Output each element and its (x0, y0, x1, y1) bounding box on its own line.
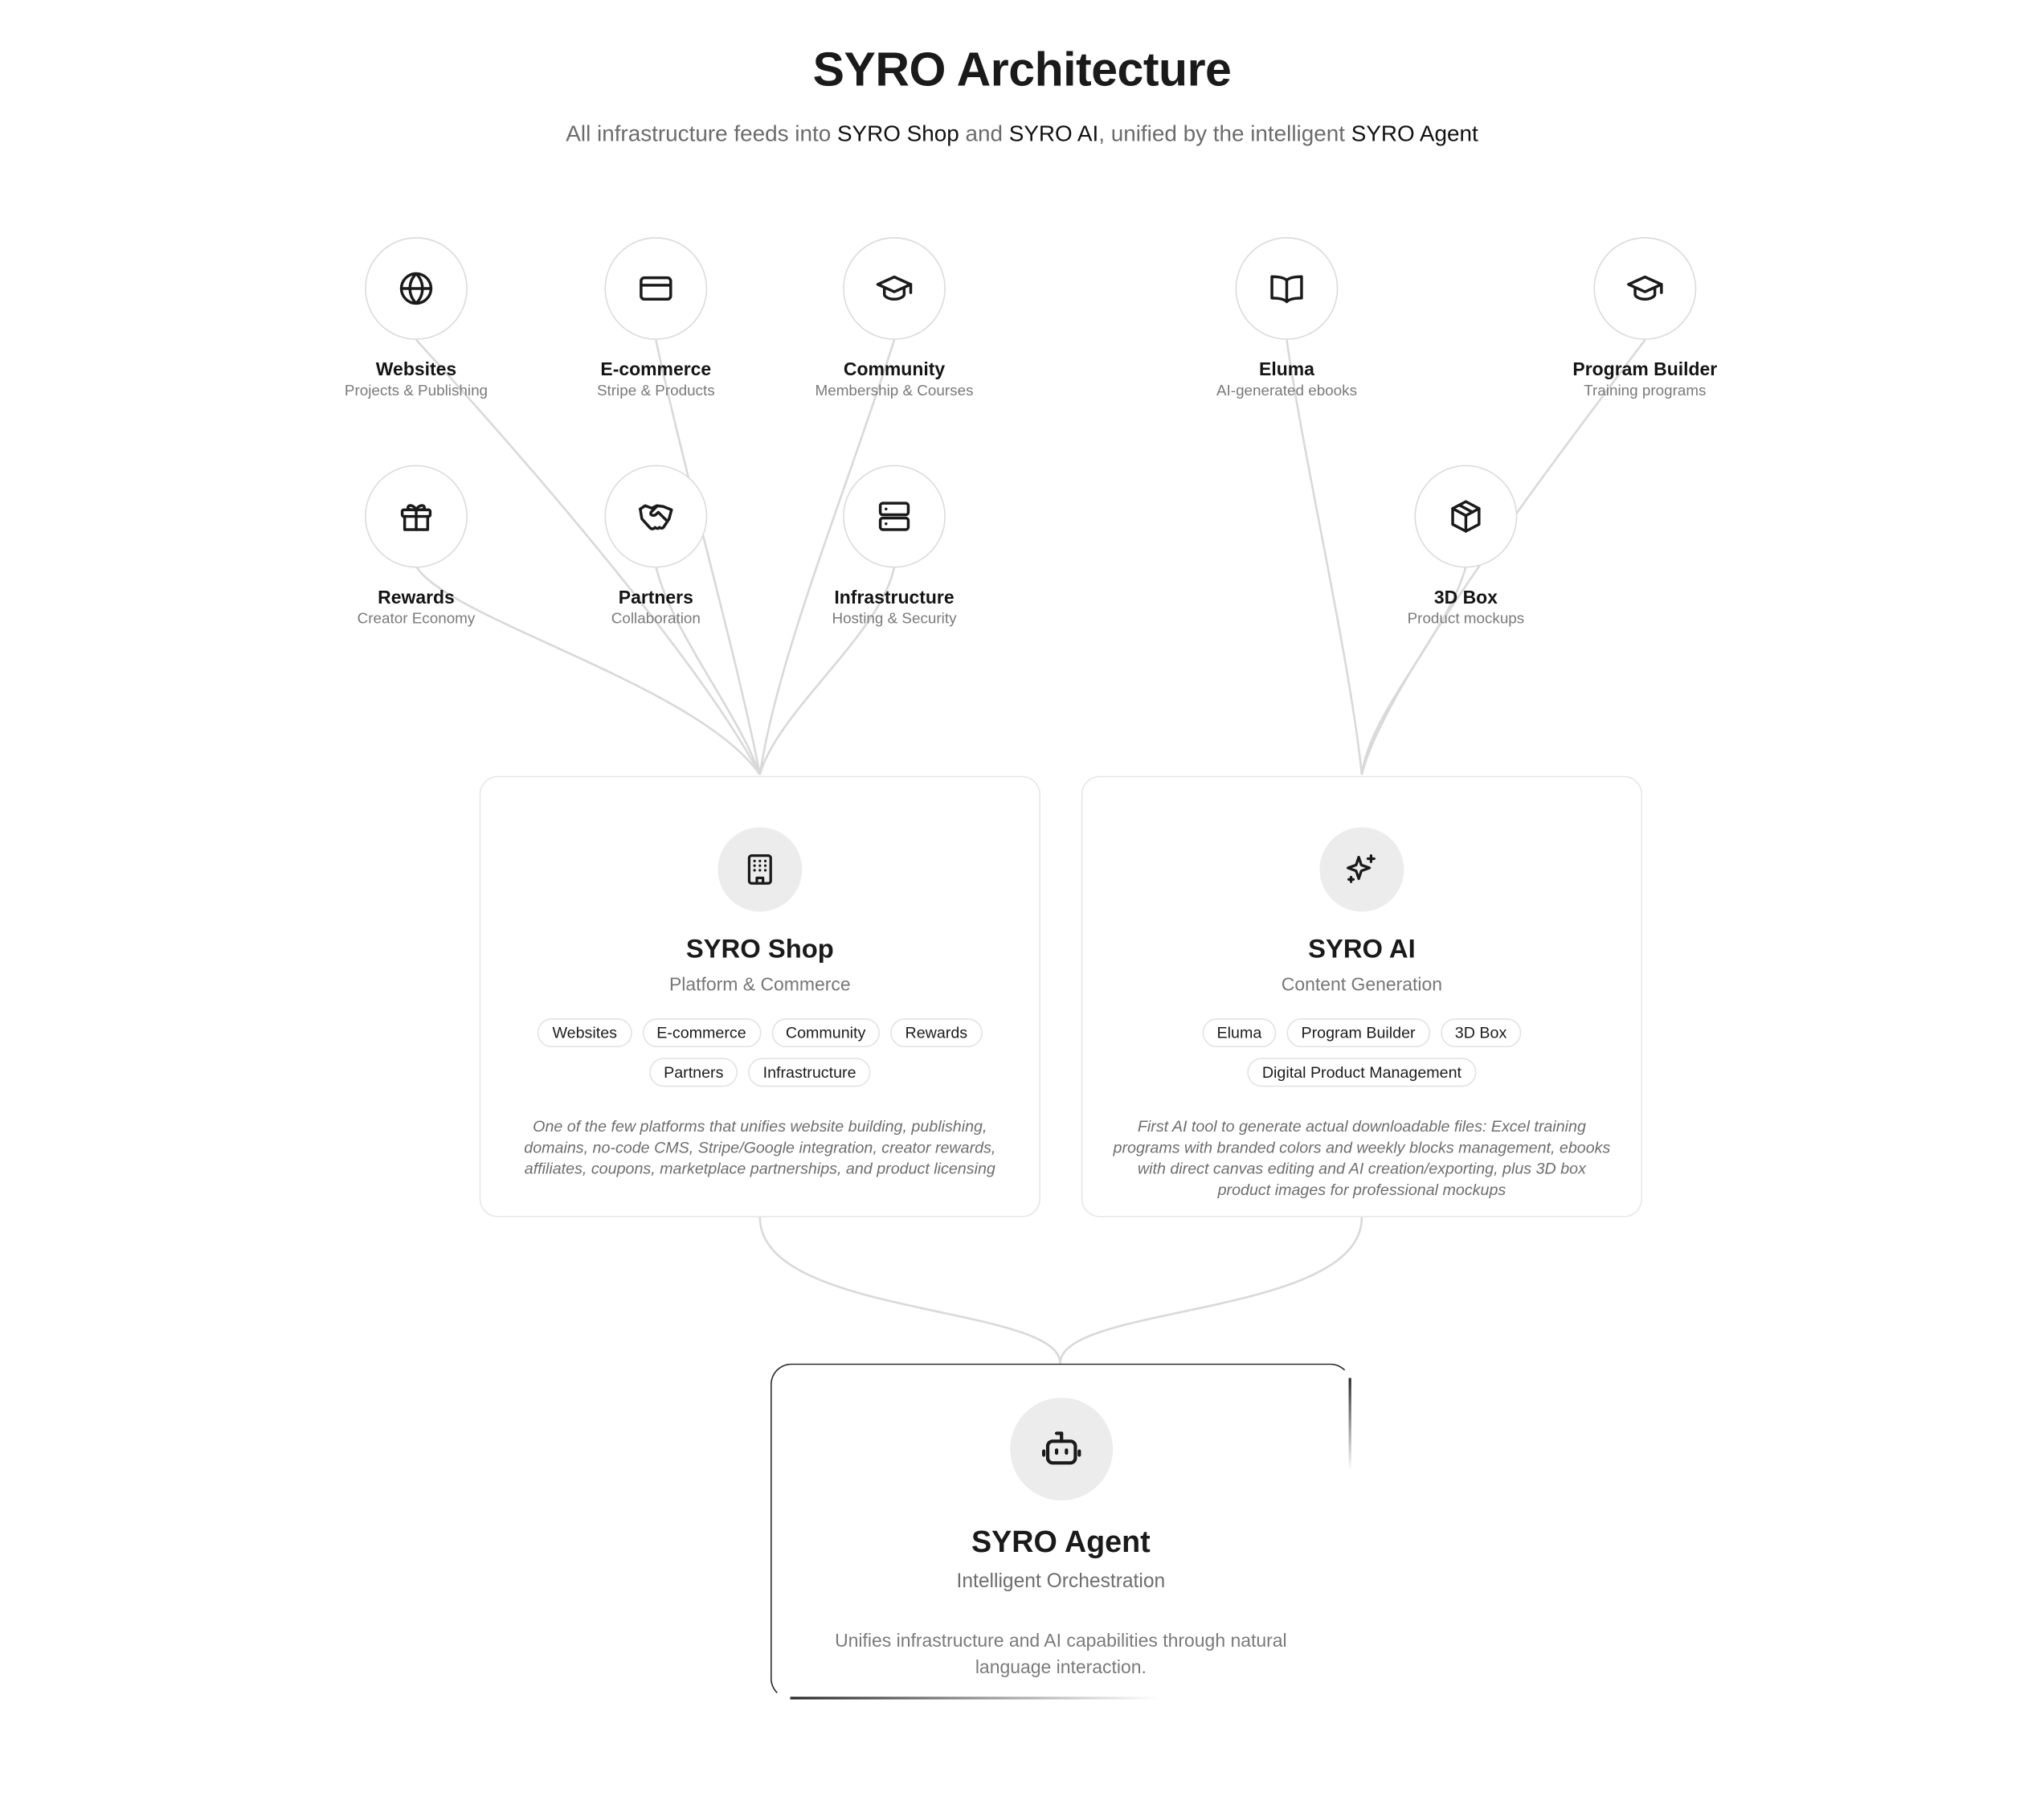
subtitle-agent: SYRO Agent (1351, 121, 1478, 146)
subtitle-text-1: All infrastructure feeds into (566, 121, 837, 146)
subtitle-text-2: and (959, 121, 1009, 146)
node-circle (365, 465, 468, 568)
node-sublabel: Collaboration (611, 611, 701, 628)
box-icon (1446, 497, 1486, 536)
agent-badge (1009, 1398, 1112, 1500)
node-program-builder (1539, 237, 1750, 399)
shop-badge (717, 827, 802, 911)
tag-rewards: Rewards (890, 1018, 982, 1047)
subtitle-text-3: , unified by the intelligent (1098, 121, 1351, 146)
shop-description: One of the few platforms that unifies website building, publishing, domains, no-code CMS, Stripe/Google integration, creator rewards, affiliates, coupons, marketplace partnerships, and product licensing (524, 1117, 996, 1178)
bot-icon (1037, 1426, 1085, 1473)
node-sublabel: Creator Economy (357, 611, 476, 628)
subtitle-shop: SYRO Shop (836, 121, 959, 146)
subtitle-ai: SYRO AI (1008, 121, 1099, 146)
ai-title: SYRO AI (1308, 935, 1416, 964)
node-circle (1236, 237, 1339, 340)
ai-tags (1118, 1018, 1606, 1087)
node-label: Community (843, 358, 946, 380)
ai-subtitle: Content Generation (1281, 973, 1443, 995)
node-sublabel: AI-generated ebooks (1216, 383, 1358, 399)
tag-websites: Websites (538, 1018, 632, 1047)
page-subtitle (0, 121, 2044, 148)
tag-ecommerce: E-commerce (642, 1018, 761, 1047)
building-icon (742, 851, 779, 888)
connector-ai-agent (1061, 1218, 1362, 1364)
node-circle (843, 465, 946, 568)
sparkles-icon (1343, 851, 1380, 888)
syro-ai-card (1081, 776, 1642, 1217)
node-circle (1593, 237, 1696, 340)
node-sublabel: Training programs (1584, 383, 1707, 399)
tag-partners: Partners (649, 1058, 738, 1087)
graduation-cap-icon (874, 268, 914, 308)
tag-digital-product-management: Digital Product Management (1248, 1058, 1476, 1087)
node-ecommerce (550, 237, 761, 399)
connector-eluma-ai (1286, 340, 1361, 775)
node-sublabel: Projects & Publishing (344, 383, 489, 399)
agent-subtitle: Intelligent Orchestration (956, 1570, 1166, 1593)
node-circle (365, 237, 468, 340)
node-label: Websites (375, 358, 457, 380)
node-label: 3D Box (1433, 586, 1498, 608)
tag-infrastructure: Infrastructure (749, 1058, 871, 1087)
credit-card-icon (636, 268, 676, 308)
ai-description: First AI tool to generate actual downloadable files: Excel training programs with branded colors and weekly blocks management, ebooks with direct canvas editing and AI creation/exporting, plus 3D box product images for professional mockups (1113, 1117, 1611, 1199)
node-label: Program Builder (1572, 358, 1718, 380)
agent-border-fade-right (1349, 1378, 1351, 1471)
gift-icon (396, 497, 435, 536)
node-circle (604, 237, 707, 340)
node-sublabel: Hosting & Security (832, 611, 957, 628)
shop-subtitle: Platform & Commerce (668, 973, 851, 995)
agent-border-fade-bottom (791, 1697, 1159, 1699)
node-circle (843, 237, 946, 340)
node-sublabel: Membership & Courses (815, 383, 974, 399)
globe-icon (396, 268, 435, 308)
node-circle (604, 465, 707, 568)
node-label: E-commerce (600, 358, 712, 380)
node-3d-box (1360, 465, 1571, 628)
node-eluma (1181, 237, 1392, 399)
agent-title: SYRO Agent (971, 1524, 1151, 1559)
connector-shop-agent (760, 1218, 1061, 1364)
node-label: Eluma (1259, 358, 1314, 380)
node-websites (311, 237, 521, 399)
node-label: Infrastructure (834, 586, 955, 608)
node-label: Rewards (378, 586, 455, 608)
tag-3d-box: 3D Box (1441, 1018, 1522, 1047)
node-community (789, 237, 1000, 399)
node-infrastructure (789, 465, 1000, 628)
tag-program-builder: Program Builder (1286, 1018, 1429, 1047)
node-sublabel: Stripe & Products (596, 383, 715, 399)
node-partners (550, 465, 761, 628)
node-sublabel: Product mockups (1407, 611, 1525, 628)
node-label: Partners (618, 586, 693, 608)
syro-agent-card (771, 1364, 1351, 1700)
tag-eluma: Eluma (1203, 1018, 1277, 1047)
handshake-icon (636, 497, 676, 536)
agent-description: Unifies infrastructure and AI capabilities through natural language interaction. (835, 1629, 1287, 1677)
server-icon (874, 497, 914, 536)
node-circle (1415, 465, 1518, 568)
syro-shop-card (480, 776, 1040, 1217)
ai-badge (1319, 827, 1404, 911)
graduation-cap-icon (1625, 268, 1665, 308)
book-open-icon (1267, 268, 1306, 308)
shop-title: SYRO Shop (685, 935, 834, 964)
node-rewards (311, 465, 521, 628)
shop-tags (517, 1018, 1004, 1087)
page-title: SYRO Architecture (812, 42, 1232, 96)
tag-community: Community (771, 1018, 881, 1047)
